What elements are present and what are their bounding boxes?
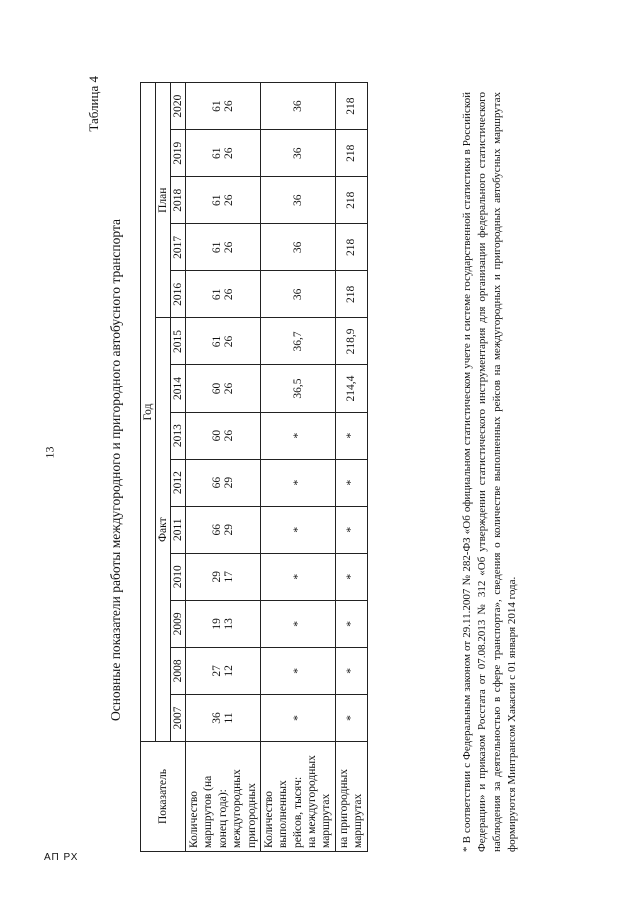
row-label-line: Количество выполненных рейсов, тысяч: [262, 776, 304, 848]
table-cell: 61 26 [186, 224, 261, 271]
year-header-2011: 2011 [171, 506, 186, 553]
table-cell: 19 13 [186, 600, 261, 647]
header-year: Год [141, 83, 156, 742]
table-cell: * [260, 459, 335, 506]
year-header-row [171, 83, 186, 852]
row-label-line: на пригородных маршрутах [337, 768, 365, 848]
year-header-2020: 2020 [171, 83, 186, 130]
year-header-2018: 2018 [171, 177, 186, 224]
table-cell: 218,9 [335, 318, 367, 365]
table-cell: 36 11 [186, 694, 261, 741]
year-header-2019: 2019 [171, 130, 186, 177]
year-header-2017: 2017 [171, 224, 186, 271]
table-cell: 29 17 [186, 553, 261, 600]
header-plan: План [156, 83, 171, 318]
footnote: * В соответствии с Федеральным законом от 29.11.2007 № 282-ФЗ «Об официальном статистическом учете и системе государственной статистики в Российской Федерации» и приказом Росстата от 07.08.2013 № 312 «Об утверждении статистического инструментария для организации федерального статистического наблюдения за деятельностью в сфере транспорта», сведения о количестве выполненных рейсов на междугородных и пригородных автобусных маршрутах формируются Минтрансом Хакасии с 01 января 2014 года. [461, 92, 518, 852]
row-label-line: междугородных [231, 769, 244, 848]
row-label-line: Количество маршрутов (на конец года): [188, 775, 229, 848]
table-cell: * [335, 694, 367, 741]
table-cell: 214,4 [335, 365, 367, 412]
row-label [186, 742, 261, 852]
table-cell: 218 [335, 130, 367, 177]
row-label-line: на междугородных маршрутах [306, 755, 333, 848]
table-cell: 36 [260, 83, 335, 130]
table-cell: * [335, 412, 367, 459]
header-fact: Факт [156, 318, 171, 742]
table-cell: 60 26 [186, 412, 261, 459]
year-header-2015: 2015 [171, 318, 186, 365]
table-cell: * [260, 412, 335, 459]
table-cell: 61 26 [186, 177, 261, 224]
table-cell: 60 26 [186, 365, 261, 412]
table-cell: 218 [335, 177, 367, 224]
table-cell: * [260, 647, 335, 694]
row-label [335, 742, 367, 852]
table-cell: 36,5 [260, 365, 335, 412]
table-cell: * [260, 694, 335, 741]
table-cell: * [260, 600, 335, 647]
table-cell: * [260, 553, 335, 600]
table-cell: * [335, 553, 367, 600]
table-cell: 61 26 [186, 318, 261, 365]
table-row [260, 83, 335, 852]
table-cell: 66 29 [186, 459, 261, 506]
table-cell: * [335, 506, 367, 553]
year-header-2007: 2007 [171, 694, 186, 741]
table-cell: * [335, 647, 367, 694]
table-cell: 61 26 [186, 83, 261, 130]
table-title: Основные показатели работы междугородного и пригородного автобусного транспорта [108, 218, 123, 722]
table-cell: 36,7 [260, 318, 335, 365]
year-header-2009: 2009 [171, 600, 186, 647]
year-header-2014: 2014 [171, 365, 186, 412]
rotated-sheet [80, 70, 520, 870]
table-cell: * [335, 600, 367, 647]
table-cell: 218 [335, 83, 367, 130]
table-body [186, 83, 368, 852]
year-header-2012: 2012 [171, 459, 186, 506]
year-header-2010: 2010 [171, 553, 186, 600]
table-cell: 61 26 [186, 130, 261, 177]
table-cell: 36 [260, 130, 335, 177]
indicators-table [140, 82, 368, 852]
table-cell: 61 26 [186, 271, 261, 318]
year-header-2008: 2008 [171, 647, 186, 694]
table-cell: 218 [335, 224, 367, 271]
table-cell: * [260, 506, 335, 553]
table-cell: 27 12 [186, 647, 261, 694]
page-number: 13 [42, 446, 57, 459]
table-cell: 218 [335, 271, 367, 318]
year-header-2013: 2013 [171, 412, 186, 459]
watermark: АП РХ [44, 852, 79, 863]
row-label-line: пригородных [245, 783, 258, 848]
table-cell: 36 [260, 177, 335, 224]
table-cell: * [335, 459, 367, 506]
table-row [186, 83, 261, 852]
table-cell: 36 [260, 271, 335, 318]
row-label [260, 742, 335, 852]
table-caption: Таблица 4 [86, 76, 101, 132]
year-header-2016: 2016 [171, 271, 186, 318]
header-indicator: Показатель [141, 742, 186, 852]
table-cell: 66 29 [186, 506, 261, 553]
table-row [335, 83, 367, 852]
table-cell: 36 [260, 224, 335, 271]
